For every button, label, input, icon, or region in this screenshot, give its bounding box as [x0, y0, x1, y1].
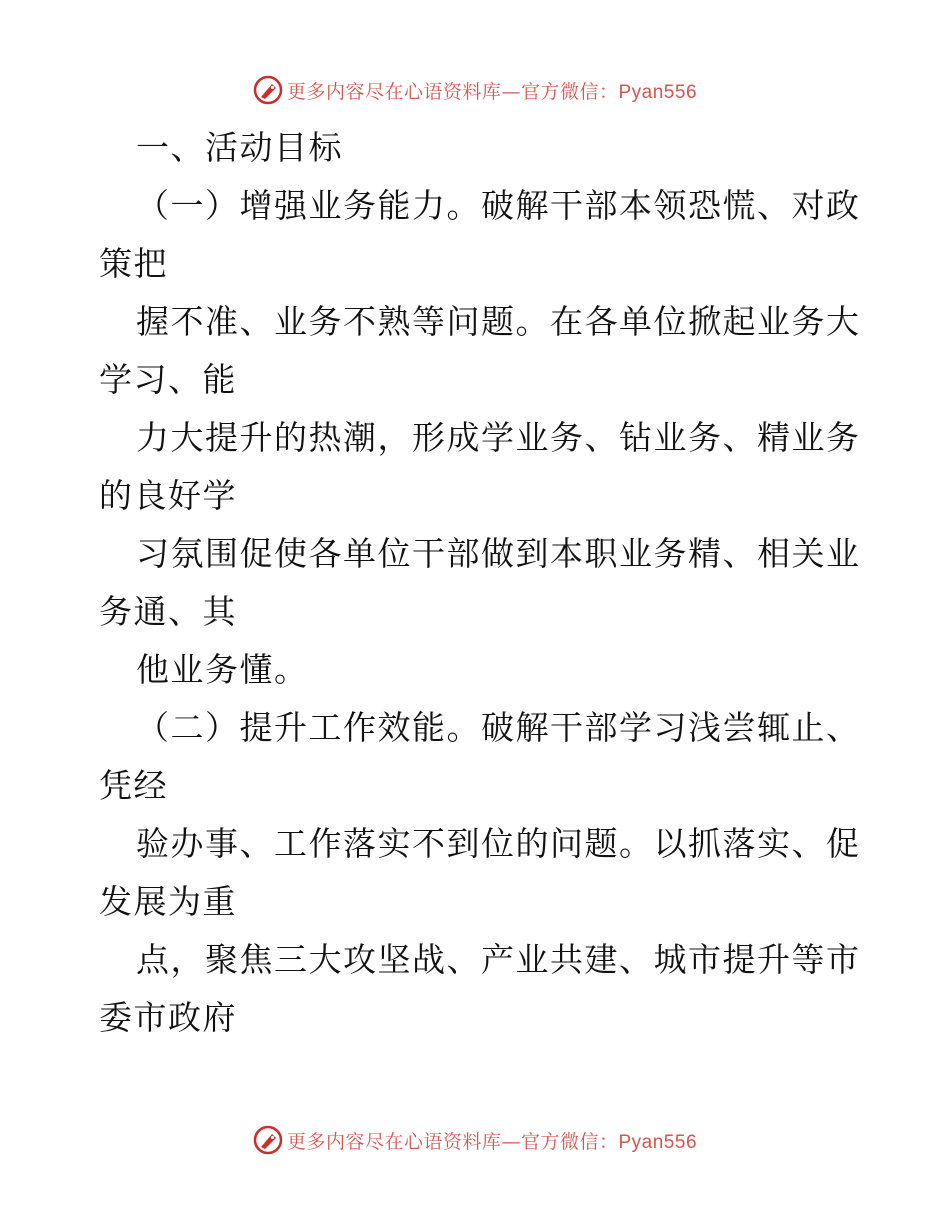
paragraph-line: 习氛围促使各单位干部做到本职业务精、相关业: [136, 534, 861, 573]
section-heading: 一、活动目标: [136, 128, 343, 167]
paragraph-line: 发展为重: [99, 882, 237, 921]
watermark-text: 更多内容尽在心语资料库—官方微信：Pyan556: [286, 80, 698, 103]
watermark-text: 更多内容尽在心语资料库—官方微信：Pyan556: [286, 1130, 698, 1153]
paragraph-line: （二）提升工作效能。破解干部学习浅尝辄止、: [136, 708, 861, 747]
pen-nib-logo-icon: [253, 75, 283, 105]
paragraph-line: 学习、能: [99, 360, 237, 399]
paragraph-line: 握不准、业务不熟等问题。在各单位掀起业务大: [136, 302, 861, 341]
footer-watermark: [0, 1120, 950, 1160]
paragraph-line: 凭经: [99, 766, 168, 805]
paragraph-line: 点，聚焦三大攻坚战、产业共建、城市提升等市: [136, 940, 861, 979]
paragraph-line: 策把: [99, 244, 168, 283]
pen-nib-logo-icon: [253, 1125, 283, 1155]
paragraph-line: 委市政府: [99, 998, 237, 1037]
paragraph-line: 力大提升的热潮，形成学业务、钻业务、精业务: [136, 418, 861, 457]
paragraph-line: 的良好学: [99, 476, 237, 515]
paragraph-line: 他业务懂。: [136, 650, 309, 689]
header-watermark: [0, 70, 950, 110]
paragraph-line: 验办事、工作落实不到位的问题。以抓落实、促: [136, 824, 861, 863]
paragraph-line: 务通、其: [99, 592, 237, 631]
paragraph-line: （一）增强业务能力。破解干部本领恐慌、对政: [136, 186, 861, 225]
